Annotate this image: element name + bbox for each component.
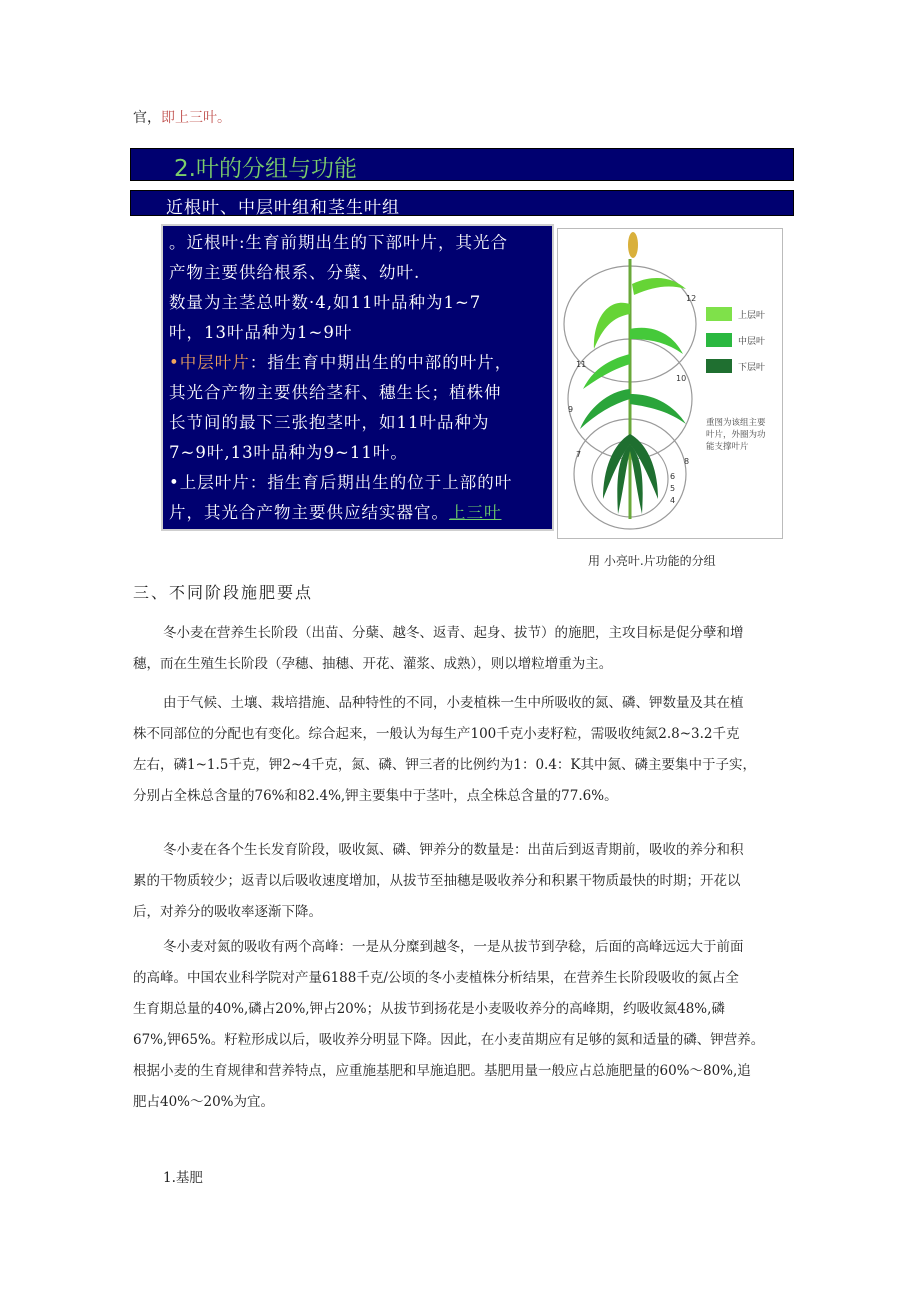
- wheat-leaf-group-figure: [557, 228, 783, 539]
- upper-three-leaves-link[interactable]: 上三叶: [449, 503, 502, 522]
- leaf-number-label: 5: [670, 484, 676, 493]
- box-line: 叶，13叶品种为1~9叶: [169, 323, 353, 342]
- box-line: 数量为主茎总叶数·4,如11叶品种为1~7: [169, 293, 482, 312]
- leaf-number-label: 11: [576, 360, 587, 369]
- wheat-plant-illustration: [558, 229, 782, 538]
- subheading-basal-fertilizer: 1.基肥: [163, 1170, 203, 1186]
- legend-label: 下层叶: [738, 363, 766, 373]
- box-line: •中层叶片：指生育中期出生的中部的叶片，: [169, 353, 513, 372]
- section-banner-subtitle: [130, 190, 794, 216]
- leaf-number-label: 7: [576, 450, 582, 459]
- top-line-accent: 即上三叶。: [161, 110, 231, 126]
- top-line-prefix: 官，: [133, 110, 161, 126]
- paragraph: 由于气候、土壤、栽培措施、品种特性的不同，小麦植株一生中所吸收的氮、磷、钾数量及其在植 株不同部位的分配也有变化。综合起来，一般认为每生产100千克小麦籽粒，需吸收纯氮2.8~3.2千克 左右，磷1~1.5千克，钾2~4千克，氮、磷、钾三者的比例约为1：0.4：K其中氮、磷主要集中于子实， 分别占全株总含量的76%和82.4%,钾主要集中于茎叶，点全株总含量的77.6%。: [133, 695, 757, 804]
- figure-note: 重图为该组主要: [706, 418, 766, 428]
- legend-label: 中层叶: [738, 337, 766, 347]
- box-line: 片，其光合产物主要供应结实器官。上三叶: [169, 503, 502, 522]
- leaf-number-label: 6: [670, 472, 676, 481]
- top-line: [133, 107, 231, 127]
- leaf-number-label: 8: [684, 457, 690, 466]
- paragraph: 冬小麦在营养生长阶段（出苗、分蘖、越冬、返青、起身、拔节）的施肥，主攻目标是促分孽和增 穗，而在生殖生长阶段（孕穗、抽穗、开花、灌浆、成熟），则以增粒增重为主。: [133, 625, 744, 672]
- box-line: 产物主要供给根系、分蘖、幼叶.: [169, 263, 421, 282]
- box-line: •上层叶片：指生育后期出生的位于上部的叶: [169, 473, 513, 492]
- leaf-number-label: 4: [670, 496, 676, 505]
- figure-note: 能支撑叶片: [706, 442, 749, 452]
- paragraph: 冬小麦在各个生长发育阶段，吸收氮、磷、钾养分的数量是：出苗后到返青期前，吸收的养分和积 累的干物质较少；返青以后吸收速度增加，从拔节至抽穗是吸收养分和积累干物质最快的时期；开花以 后，对养分的吸收率逐渐下降。: [133, 842, 744, 920]
- figure-caption: 用 小亮叶.片功能的分组: [588, 554, 716, 568]
- leaf-number-label: 10: [676, 374, 687, 383]
- section-subtitle: 近根叶、中层叶组和茎生叶组: [166, 198, 400, 218]
- section-banner-title: [130, 148, 794, 181]
- section-heading: 三、不同阶段施肥要点: [133, 583, 314, 602]
- legend-swatch-middle: [706, 333, 732, 347]
- paragraph: 冬小麦对氮的吸收有两个高峰：一是从分糜到越冬，一是从拔节到孕稔，后面的高峰远远大于前面 的高峰。中国农业科学院对产量6188千克/公顷的冬小麦植株分析结果，在营养生长阶段吸收的氮占全 生育期总量的40%,磷占20%,钾占20%；从拔节到扬花是小麦吸收养分的高峰期，约吸收氮48%,磷 67%,钾65%。籽粒形成以后，吸收养分明显下降。因此，在小麦苗期应有足够的氮和适量的磷、钾营养。 根据小麦的生育规律和营养特点，应重施基肥和早施追肥。基肥用量一般应占总施肥量的60%～80%,追 肥占40%～20%为宜。: [133, 939, 765, 1110]
- legend-swatch-upper: [706, 307, 732, 321]
- box-line: 其光合产物主要供给茎秆、穗生长；植株伸: [169, 383, 502, 402]
- leaf-number-label: 9: [568, 405, 574, 414]
- leaf-function-textbox: [161, 224, 554, 531]
- leaf-number-label: 12: [686, 294, 697, 303]
- legend-swatch-lower: [706, 359, 732, 373]
- figure-note: 叶片，外圈为功: [706, 430, 766, 440]
- box-line: 长节间的最下三张抱茎叶，如11叶品种为: [169, 413, 490, 432]
- box-line: 7~9叶,13叶品种为9~11叶。: [169, 443, 408, 462]
- box-line: 。近根叶:生育前期出生的下部叶片，其光合: [169, 233, 509, 252]
- section-title: 2.叶的分组与功能: [174, 156, 357, 182]
- legend-label: 上层叶: [738, 311, 766, 321]
